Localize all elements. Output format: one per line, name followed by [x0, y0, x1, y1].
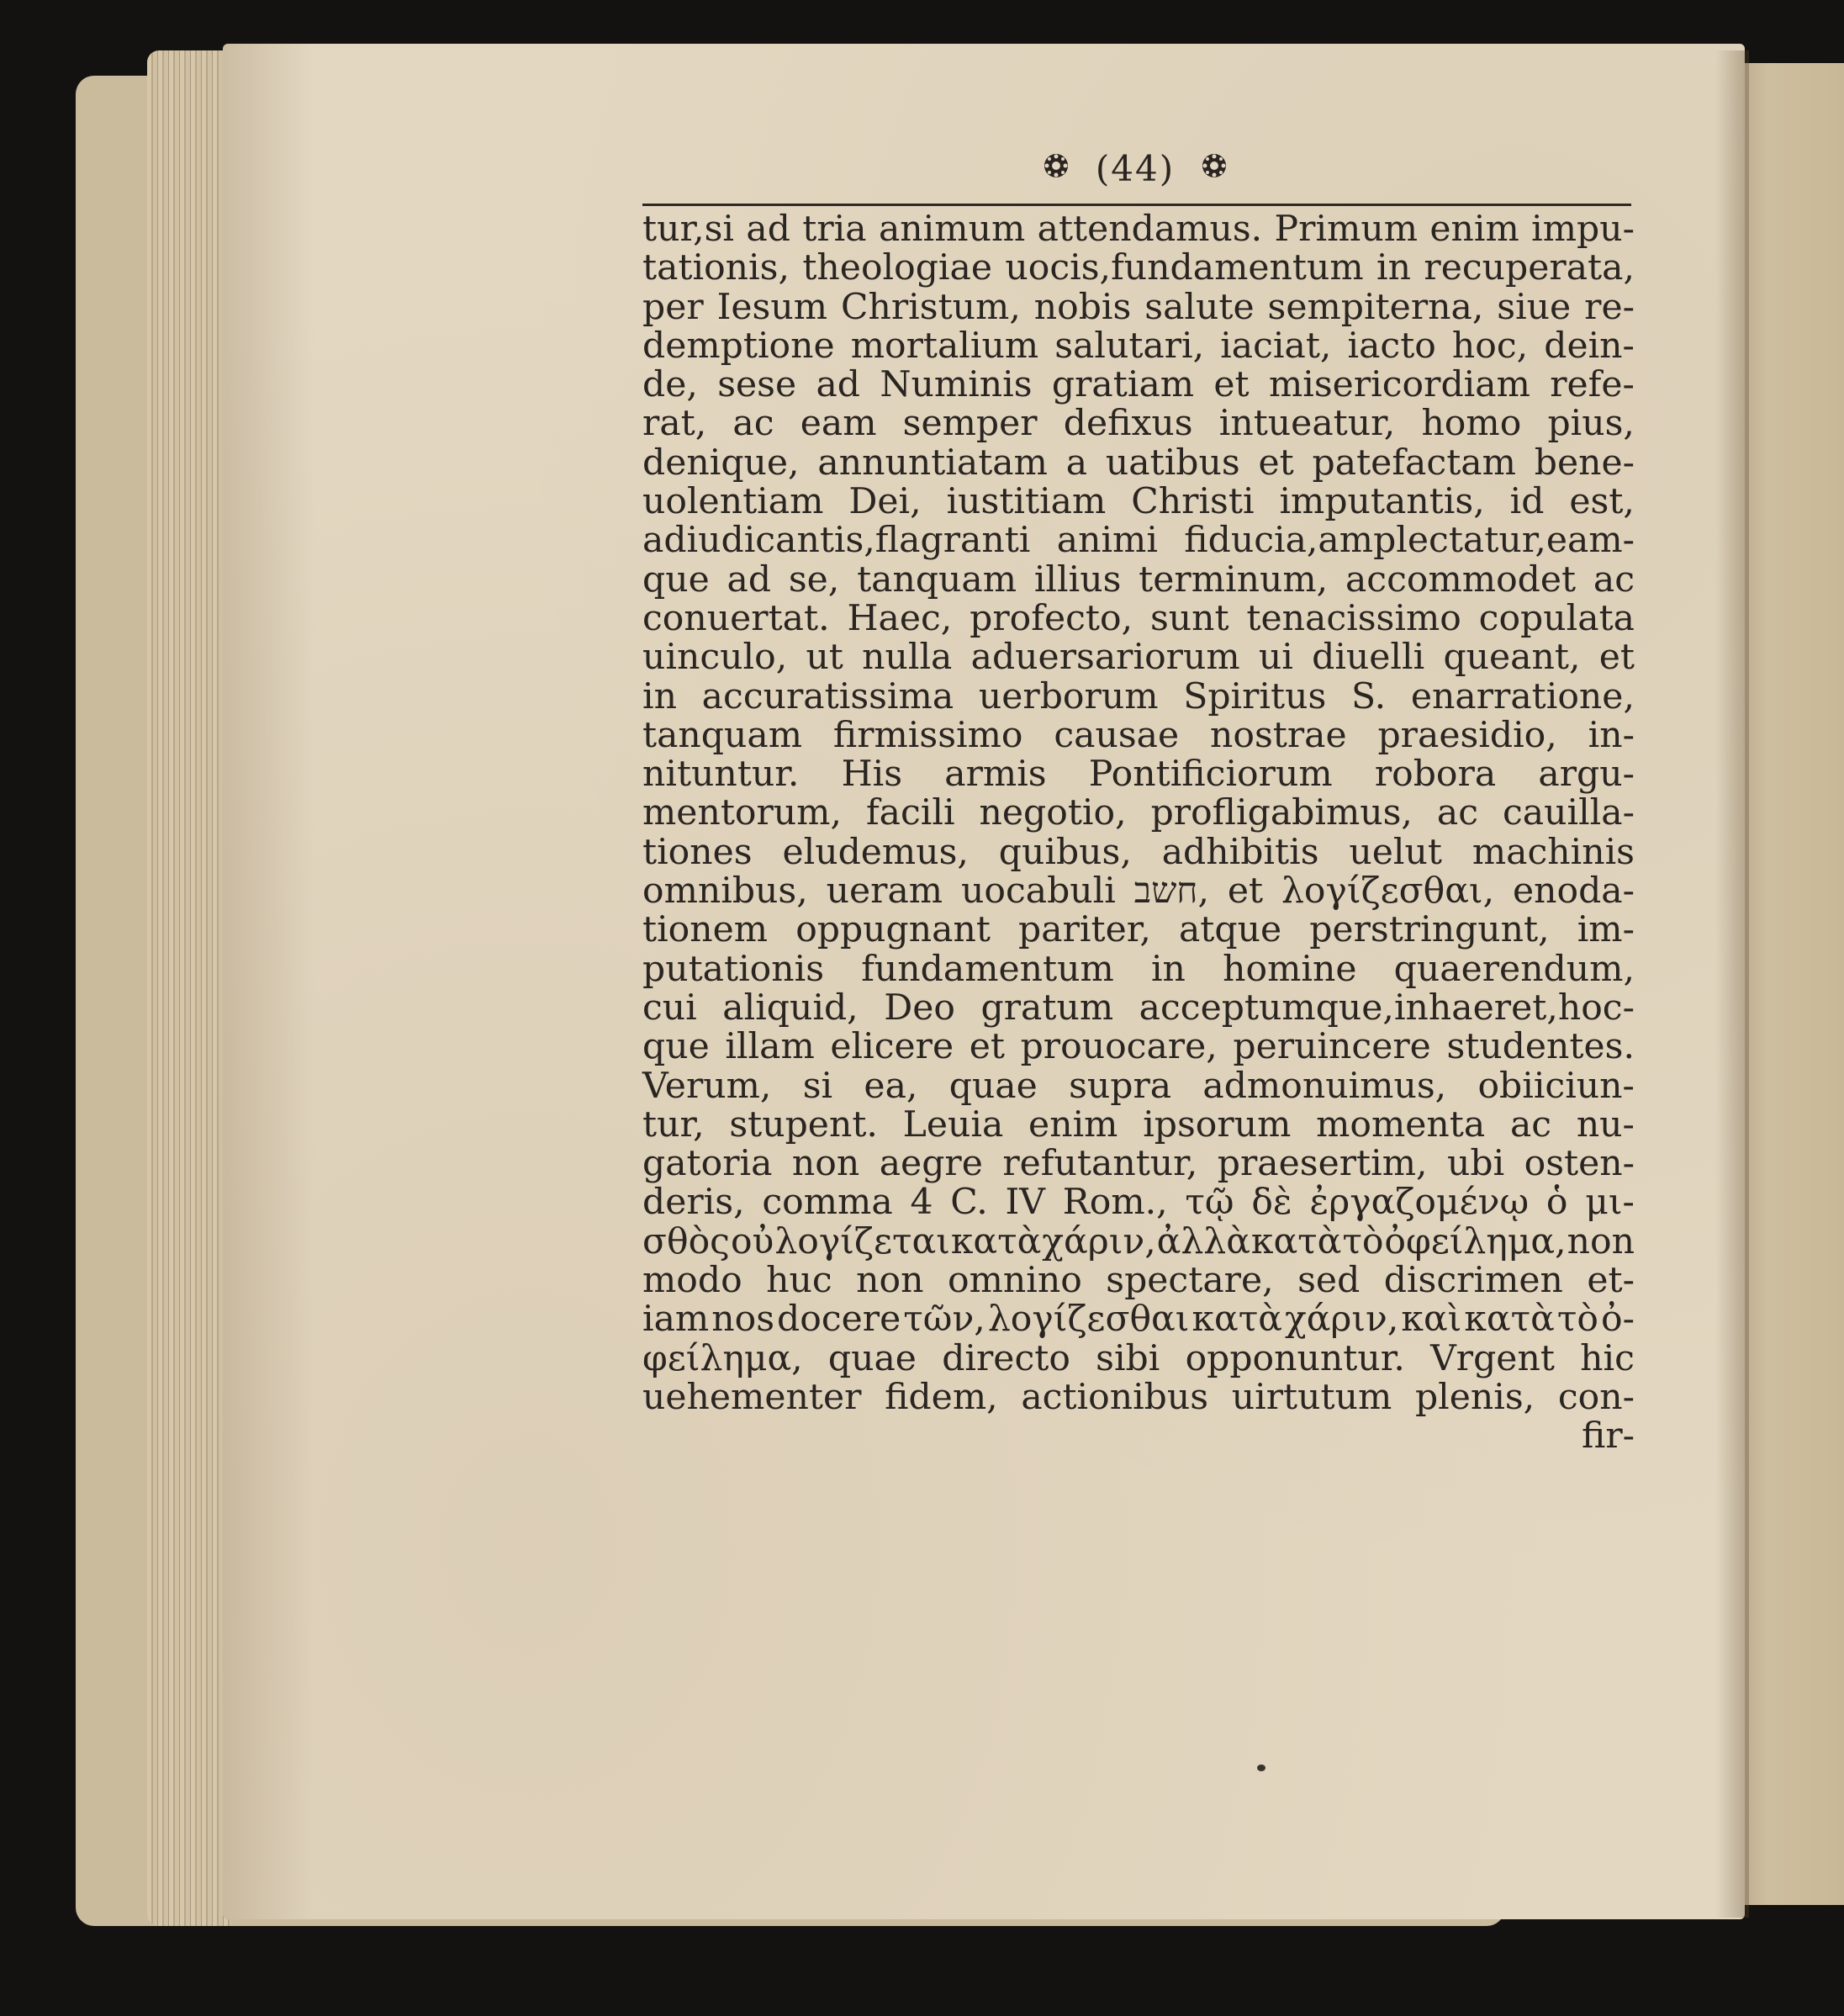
- word: hoc,: [1451, 325, 1529, 367]
- word: Primum: [1274, 209, 1419, 250]
- text-line: [642, 444, 1635, 483]
- word: refutantur,: [1002, 1143, 1198, 1185]
- word: ὀ-: [1600, 1299, 1635, 1341]
- word: enoda-: [1512, 870, 1635, 913]
- word: gatoria: [642, 1143, 773, 1185]
- word: illius: [1033, 558, 1122, 601]
- word: admonuimus,: [1202, 1065, 1447, 1107]
- word: demptione: [642, 325, 835, 367]
- word: ea,: [864, 1065, 918, 1107]
- word: comma: [762, 1182, 893, 1224]
- text-line: [642, 1028, 1635, 1066]
- word: iaciat,: [1220, 325, 1332, 367]
- word: denique,: [642, 442, 800, 484]
- word: deris,: [642, 1182, 745, 1224]
- word: oppugnant: [795, 909, 991, 951]
- word: tationis,: [642, 247, 790, 289]
- word: osten-: [1524, 1143, 1635, 1185]
- word: Verum,: [642, 1065, 772, 1107]
- word: uocabuli: [960, 870, 1116, 913]
- word: attendamus.: [1037, 209, 1263, 250]
- text-line: [642, 755, 1635, 794]
- word: et: [1227, 870, 1264, 913]
- rosette-ornament-icon: [1041, 148, 1071, 189]
- word: χάριν,: [1284, 1299, 1399, 1341]
- text-line: [642, 405, 1635, 443]
- word: animi: [1056, 520, 1158, 562]
- word: diuelli: [1312, 637, 1425, 679]
- word: fiducia,amplectatur,eam-: [1184, 520, 1635, 562]
- word: intueatur,: [1218, 403, 1396, 445]
- word: si: [802, 1065, 833, 1107]
- rosette-ornament-icon: [1199, 148, 1229, 189]
- word: pius,: [1547, 403, 1635, 445]
- word: φείλημα,: [642, 1337, 803, 1379]
- word: defixus: [1063, 403, 1193, 445]
- word: sempiterna,: [1267, 286, 1484, 328]
- word: est,: [1569, 481, 1635, 523]
- word: Dei,: [848, 481, 922, 523]
- word: praesertim,: [1217, 1143, 1428, 1185]
- catchword: fir-: [1581, 1415, 1635, 1458]
- word: ad: [746, 209, 790, 250]
- word: aduersariorum: [970, 637, 1240, 679]
- word: iam: [642, 1299, 710, 1341]
- word: salute: [1144, 286, 1255, 328]
- ink-speck: [1257, 1765, 1265, 1771]
- word: prouocare,: [1020, 1026, 1218, 1068]
- word: חשב,: [1133, 870, 1209, 913]
- word: ubi: [1447, 1143, 1505, 1185]
- word: sunt: [1149, 597, 1229, 639]
- word: re-: [1584, 286, 1635, 328]
- word: Rom.,: [1062, 1182, 1168, 1224]
- text-line: [642, 521, 1635, 560]
- word: uehementer: [642, 1376, 862, 1418]
- word: sese: [717, 364, 797, 406]
- word: atque: [1178, 909, 1282, 951]
- text-line: [642, 1145, 1635, 1183]
- word: ac: [732, 403, 774, 445]
- text-line: [642, 872, 1635, 911]
- word: stupent.: [729, 1103, 878, 1146]
- word: uocis,fundamentum: [1005, 247, 1364, 289]
- word: tanquam: [642, 714, 803, 756]
- word: ὁ: [1545, 1182, 1568, 1224]
- word: obiiciun-: [1477, 1065, 1635, 1107]
- word: adhibitis: [1161, 831, 1319, 873]
- word: profecto,: [970, 597, 1133, 639]
- word: IV: [1005, 1182, 1045, 1224]
- text-line: [642, 597, 1635, 639]
- text-line: [642, 833, 1635, 872]
- word: uirtutum: [1231, 1376, 1392, 1418]
- word: tria: [802, 209, 867, 250]
- word: robora: [1374, 754, 1497, 796]
- word: Deo: [884, 987, 956, 1029]
- word: dein-: [1544, 325, 1635, 367]
- word: impu-: [1531, 209, 1635, 250]
- word: Numinis: [880, 364, 1033, 406]
- word: Iesum: [716, 286, 828, 328]
- word: enarratione,: [1410, 675, 1635, 717]
- word: cui: [642, 987, 697, 1029]
- word: que: [642, 558, 710, 601]
- word: cauilla-: [1502, 792, 1635, 834]
- word: et: [1213, 364, 1250, 406]
- text-line: [642, 1262, 1635, 1300]
- word: patefactam: [1312, 442, 1516, 484]
- word: docere: [777, 1299, 901, 1341]
- word: tanquam: [857, 558, 1017, 601]
- word: tiones: [642, 831, 753, 873]
- body-text: [642, 210, 1635, 1457]
- word: homine: [1223, 948, 1357, 990]
- word: machinis: [1472, 831, 1635, 873]
- word: id: [1509, 481, 1545, 523]
- word: im-: [1577, 909, 1635, 951]
- word: perstringunt,: [1309, 909, 1550, 951]
- word: annuntiatam: [817, 442, 1048, 484]
- word: ἀλλὰ: [1156, 1220, 1250, 1262]
- word: quibus,: [998, 831, 1132, 873]
- word: C.: [950, 1182, 988, 1224]
- word: adiudicantis,flagranti: [642, 520, 1031, 562]
- word: sed: [1297, 1260, 1361, 1302]
- word: Vrgent: [1430, 1337, 1555, 1379]
- word: actionibus: [1021, 1376, 1209, 1418]
- word: et: [1258, 442, 1294, 484]
- text-line: [642, 558, 1635, 601]
- word: et: [969, 1026, 1005, 1068]
- word: non: [791, 1143, 860, 1185]
- word: tur,: [642, 1103, 705, 1146]
- text-line: [642, 1337, 1635, 1379]
- word: ac: [1436, 792, 1479, 834]
- word: Pontificiorum: [1088, 754, 1333, 796]
- word: κατὰ: [950, 1220, 1042, 1262]
- word: acceptumque,inhaeret,hoc-: [1139, 987, 1635, 1029]
- word: S.: [1351, 675, 1387, 717]
- word: οὐ: [730, 1220, 774, 1262]
- word: queant,: [1443, 637, 1581, 679]
- word: δὲ: [1251, 1182, 1292, 1224]
- word: τῶν,: [903, 1299, 985, 1341]
- word: nobis: [1033, 286, 1132, 328]
- word: λογίζεσθαι,: [1281, 870, 1495, 913]
- word: de,: [642, 364, 698, 406]
- text-line: [642, 950, 1635, 989]
- word: et: [1598, 637, 1635, 679]
- word: gratum: [980, 987, 1114, 1029]
- text-line: [642, 1220, 1635, 1262]
- word: nituntur.: [642, 754, 800, 796]
- word: in: [1150, 948, 1186, 990]
- word: armis: [944, 754, 1047, 796]
- word: semper: [902, 403, 1038, 445]
- word: refe-: [1550, 364, 1635, 406]
- word: non: [856, 1260, 924, 1302]
- word: per: [642, 286, 704, 328]
- word: peruincere: [1233, 1026, 1431, 1068]
- word: ὀφείλημα,: [1384, 1220, 1567, 1262]
- word: salutari,: [1054, 325, 1205, 367]
- word: illam: [725, 1026, 815, 1068]
- word: supra: [1069, 1065, 1172, 1107]
- word: misericordiam: [1268, 364, 1530, 406]
- word: firmissimo: [832, 714, 1023, 756]
- text-line: [642, 1300, 1635, 1339]
- word: μι-: [1585, 1182, 1635, 1224]
- word: ut: [806, 637, 843, 679]
- word: tenacissimo: [1246, 597, 1461, 639]
- word: homo: [1421, 403, 1522, 445]
- text-line: [642, 327, 1635, 366]
- word: τὸ: [1556, 1299, 1598, 1341]
- page-number: (44): [1095, 147, 1176, 189]
- word: eludemus,: [782, 831, 969, 873]
- word: recuperata,: [1424, 247, 1635, 289]
- text-line: [642, 1378, 1635, 1417]
- word: accuratissima: [701, 675, 954, 717]
- word: Leuia: [902, 1103, 1004, 1146]
- word: tionem: [642, 909, 769, 951]
- word: uatibus: [1105, 442, 1240, 484]
- word: et-: [1587, 1260, 1635, 1302]
- word: omnibus,: [642, 870, 808, 913]
- word: opponuntur.: [1185, 1337, 1405, 1379]
- text-line: [642, 1183, 1635, 1222]
- word: con-: [1557, 1376, 1635, 1418]
- word: argu-: [1538, 754, 1635, 796]
- word: praesidio,: [1377, 714, 1557, 756]
- word: nostrae: [1209, 714, 1347, 756]
- text-line: [642, 989, 1635, 1028]
- word: tur,si: [642, 209, 735, 250]
- word: directo: [942, 1337, 1070, 1379]
- word: uolentiam: [642, 481, 824, 523]
- word: terminum,: [1139, 558, 1329, 601]
- text-line: [642, 210, 1635, 249]
- word: ac: [1593, 558, 1635, 601]
- word: καὶ: [1401, 1299, 1462, 1341]
- word: mentorum,: [642, 792, 842, 834]
- gutter-shadow: [1715, 50, 1749, 1918]
- word: enim: [1028, 1103, 1118, 1146]
- word: se,: [788, 558, 840, 601]
- word: quaerendum,: [1393, 948, 1635, 990]
- text-line: [642, 638, 1635, 677]
- word: omnino: [947, 1260, 1082, 1302]
- word: τὸ: [1342, 1220, 1384, 1262]
- text-line: [642, 911, 1635, 950]
- word: accommodet: [1345, 558, 1577, 601]
- word: Christum,: [840, 286, 1021, 328]
- word: enim: [1429, 209, 1519, 250]
- word: studentes.: [1446, 1026, 1635, 1068]
- word: gratiam: [1051, 364, 1195, 406]
- word: pariter,: [1018, 909, 1151, 951]
- word: ad: [727, 558, 772, 601]
- word: ac: [1509, 1103, 1552, 1146]
- running-header: [639, 145, 1631, 204]
- word: fidem,: [885, 1376, 998, 1418]
- word: rat,: [642, 403, 707, 445]
- word: mortalium: [850, 325, 1039, 367]
- word: ui: [1258, 637, 1293, 679]
- word: siue: [1497, 286, 1572, 328]
- word: causae: [1054, 714, 1180, 756]
- page-stack-edges: [147, 50, 231, 1926]
- word: ipsorum: [1143, 1103, 1292, 1146]
- word: aliquid,: [722, 987, 859, 1029]
- word: in: [642, 675, 677, 717]
- word: ueram: [826, 870, 943, 913]
- text-line: [642, 794, 1635, 833]
- word: σθὸς: [642, 1220, 730, 1262]
- word: imputantis,: [1279, 481, 1485, 523]
- text-line: [642, 288, 1635, 327]
- word: Christi: [1131, 481, 1255, 523]
- word: κατὰ: [1250, 1220, 1342, 1262]
- word: facili: [865, 792, 955, 834]
- word: huc: [766, 1260, 832, 1302]
- word: uerborum: [978, 675, 1159, 717]
- word: uelut: [1349, 831, 1442, 873]
- word: sibi: [1096, 1337, 1160, 1379]
- word: que: [642, 1026, 710, 1068]
- word: nulla: [862, 637, 953, 679]
- word: κατὰ: [1464, 1299, 1555, 1341]
- word: spectare,: [1106, 1260, 1274, 1302]
- word: 4: [910, 1182, 933, 1224]
- word: Spiritus: [1183, 675, 1327, 717]
- word: λογίζεσθαι: [987, 1299, 1190, 1341]
- word: Haec,: [847, 597, 953, 639]
- word: bene-: [1534, 442, 1635, 484]
- text-line: [642, 483, 1635, 521]
- word: uinculo,: [642, 637, 788, 679]
- word: χάριν,: [1042, 1220, 1156, 1262]
- facing-page-edge: [1734, 63, 1844, 1905]
- word: λογίζεται: [774, 1220, 950, 1262]
- word: a: [1065, 442, 1088, 484]
- text-line: [642, 675, 1635, 717]
- word: iacto: [1347, 325, 1436, 367]
- word: discrimen: [1383, 1260, 1563, 1302]
- text-line: [642, 714, 1635, 756]
- word: quae: [948, 1065, 1038, 1107]
- word: ad: [816, 364, 861, 406]
- text-line: [642, 1067, 1635, 1106]
- word: in-: [1588, 714, 1635, 756]
- word: momenta: [1316, 1103, 1486, 1146]
- text-line: [642, 1103, 1635, 1146]
- word: non: [1567, 1220, 1635, 1262]
- word: His: [841, 754, 903, 796]
- word: ἐργαζομένῳ: [1309, 1182, 1530, 1224]
- word: quae: [827, 1337, 917, 1379]
- text-line: [642, 366, 1635, 405]
- word: plenis,: [1414, 1376, 1535, 1418]
- word: profligabimus,: [1150, 792, 1413, 834]
- word: τῷ: [1185, 1182, 1234, 1224]
- word: nos: [711, 1299, 775, 1341]
- word: aegre: [879, 1143, 983, 1185]
- word: negotio,: [979, 792, 1127, 834]
- word: elicere: [830, 1026, 954, 1068]
- word: fundamentum: [861, 948, 1114, 990]
- word: copulata: [1478, 597, 1635, 639]
- word: nu-: [1576, 1103, 1635, 1146]
- word: theologiae: [802, 247, 993, 289]
- word: in: [1376, 247, 1412, 289]
- word: conuertat.: [642, 597, 830, 639]
- text-line: [642, 249, 1635, 288]
- header-rule: [642, 204, 1631, 206]
- word: κατὰ: [1191, 1299, 1282, 1341]
- word: modo: [642, 1260, 742, 1302]
- word: animum: [878, 209, 1026, 250]
- word: iustitiam: [946, 481, 1107, 523]
- word: eam: [800, 403, 877, 445]
- word: putationis: [642, 948, 825, 990]
- word: hic: [1580, 1337, 1635, 1379]
